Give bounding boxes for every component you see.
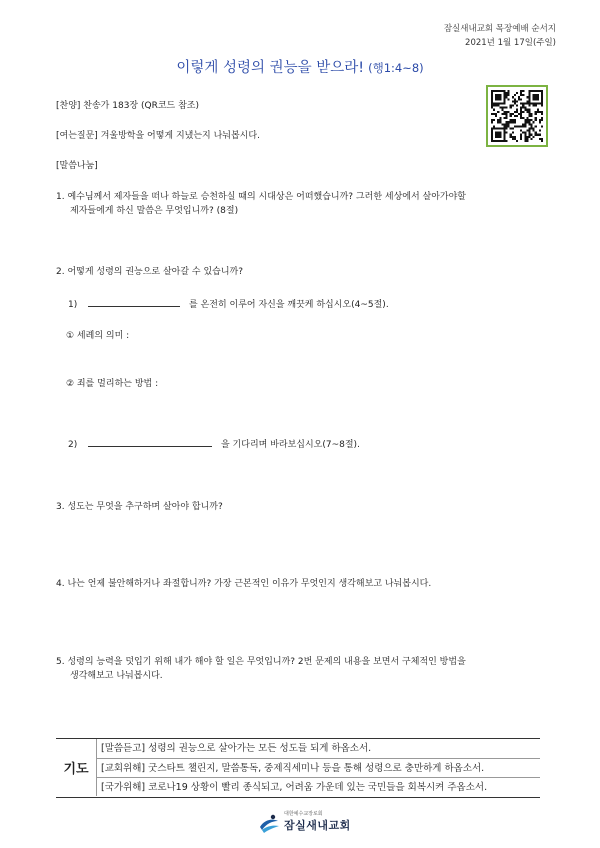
- prayer-item-church: [교회위해] 굿스타트 챌린지, 말씀통독, 중제직세미나 등을 통해 성령으로 충만하게 하옵소서.: [96, 758, 540, 777]
- answer-blank-1[interactable]: [88, 298, 180, 307]
- bulletin-header: [444, 22, 556, 50]
- question-1: [56, 190, 466, 218]
- prayer-item-nation: [국가위해] 코로나19 상황이 빨리 종식되고, 어려움 가운데 있는 국민들을 회복시켜 주옵소서.: [96, 777, 540, 796]
- item-baptism-meaning: ① 세례의 의미 :: [66, 331, 130, 341]
- sub-2-number: 2): [68, 440, 78, 450]
- hymn-line: [56, 98, 199, 111]
- icebreaker-question: 겨울방학을 어떻게 지냈는지 나눠봅시다.: [100, 131, 260, 141]
- question-5-line-1: 5. 성령의 능력을 덧입기 위해 내가 해야 할 일은 무엇입니까? 2번 문제의 내용을 보면서 구체적인 방법을: [56, 657, 466, 667]
- question-1-line-1: 1. 예수님께서 제자들을 떠나 하늘로 승천하실 때의 시대상은 어떠했습니까? 그러한 세상에서 살아가야할: [56, 192, 466, 202]
- sub-1-text: 를 온전히 이루어 자신을 깨끗케 하십시오(4~5절).: [189, 300, 389, 310]
- sharing-heading: [말씀나눔]: [56, 161, 98, 171]
- scripture-reference: (행1:4~8): [368, 61, 424, 75]
- sub-2-text: 을 기다리며 바라보십시오(7~8절).: [221, 440, 360, 450]
- sub-1-number: 1): [68, 300, 78, 310]
- prayer-list: [96, 739, 540, 796]
- question-2: 2. 어떻게 성령의 권능으로 살아갈 수 있습니까?: [56, 267, 244, 277]
- question-2-sub-2: [68, 437, 360, 450]
- prayer-item-word: [말씀듣고] 성령의 권능으로 살아가는 모든 성도들 되게 하옵소서.: [96, 739, 540, 758]
- prayer-heading: 기도: [63, 762, 89, 777]
- item-avoid-sin: ② 죄를 멀리하는 방법 :: [66, 379, 159, 389]
- qr-code: [486, 85, 548, 147]
- question-3: 3. 성도는 무엇을 추구하며 살아야 합니까?: [56, 502, 223, 512]
- bulletin-name: 잠실새내교회 목장예배 순서지: [443, 24, 556, 34]
- page-title: [0, 56, 600, 77]
- bulletin-date: 2021년 1월 17일(주일): [465, 38, 556, 48]
- question-2-sub-1: [68, 297, 389, 310]
- church-name: 잠실새내교회: [284, 819, 351, 832]
- question-4: 4. 나는 언제 불안해하거나 좌절합니까? 가장 근본적인 이유가 무엇인지 생각해보고 나눠봅시다.: [56, 579, 432, 589]
- sermon-title: 이렇게 성령의 권능을 받으라!: [176, 60, 365, 76]
- question-1-line-2: 제자들에게 하신 말씀은 무엇입니까? (8절): [70, 206, 239, 216]
- question-5-line-2: 생각해보고 나눠봅시다.: [70, 671, 163, 681]
- hymn-note: (QR코드 참조): [141, 101, 199, 111]
- hymn-number: 찬송가 183장: [83, 101, 139, 111]
- church-logo-icon: [258, 812, 280, 834]
- prayer-box: [56, 738, 540, 798]
- icebreaker-tag: [여는질문]: [56, 131, 98, 141]
- question-5: [56, 655, 466, 683]
- qr-code-icon: [491, 90, 543, 142]
- denomination-label: 대한예수교장로회: [284, 811, 323, 817]
- hymn-tag: [찬양]: [56, 101, 81, 111]
- icebreaker-line: [56, 128, 260, 141]
- church-logo: [258, 808, 358, 836]
- answer-blank-2[interactable]: [88, 438, 212, 447]
